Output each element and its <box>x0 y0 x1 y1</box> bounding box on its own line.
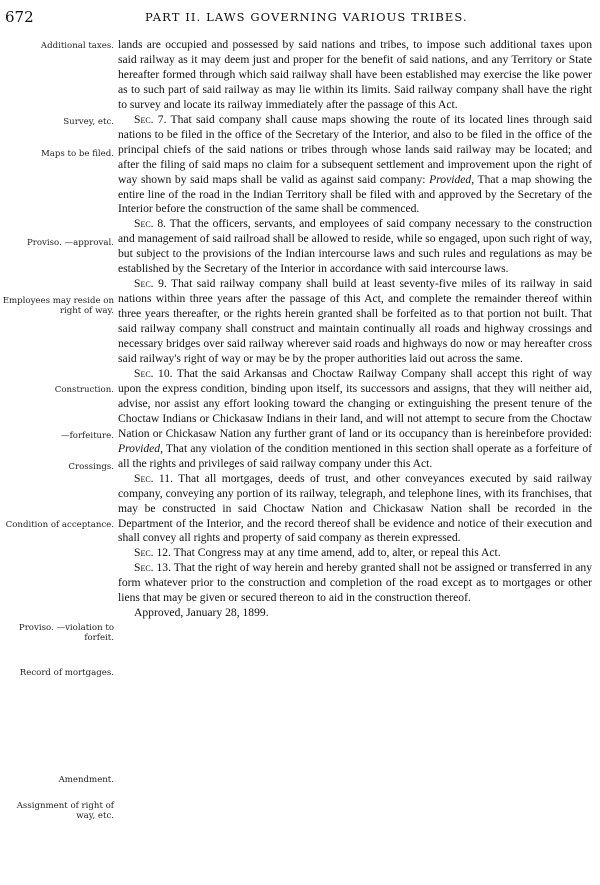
paragraph-text: That any violation of the condition mentioned in this section shall operate as a forfeiture of all the rights and privileges of said railway company under this Act. <box>118 441 592 470</box>
paragraph-text: That the right of way herein and hereby granted shall not be assigned or transferred in any form whatever prior to the construction and completion of the road except as to mortgages or other liens that may be given or secured thereon to aid in the construction thereof. <box>118 561 593 605</box>
margin-note: Employees may reside on right of way. <box>2 296 114 316</box>
margin-note: Proviso. —approval. <box>26 238 114 248</box>
margin-note: Amendment. <box>58 775 114 785</box>
margin-note: Construction. <box>54 385 114 395</box>
paragraph-text: That all mortgages, deeds of trust, and other conveyances executed by said railway company, conveying any portion of its railway, telegraph, and telephone lines, with its franchises, that may be constructed in said Choctaw Nation and Chickasaw Nation shall be recorded in the Department of the Interior, and the record thereof shall be evidence and notice of their execution and shall convey all rights and property of said company as therein expressed. <box>118 471 593 545</box>
section-8 <box>118 217 592 277</box>
proviso-italic: Provided, <box>118 441 163 455</box>
section-label: Sec. 9. <box>134 277 167 291</box>
paragraph-text: lands are occupied and possessed by said nations and tribes, to impose such additional taxes upon said railway as it may deem just and proper for the benefit of said nations, and any Territory or State hereafter formed through which said railway shall have been established may exercise the like power as to such part of said railway as may lie within its limits. Said railway company shall have the right to survey and locate its railway immediately after the passage of this Act. <box>118 38 592 111</box>
section-10 <box>118 367 592 472</box>
approval-date: Approved, January 28, 1899. <box>134 606 269 620</box>
statute-text <box>118 38 592 621</box>
paragraph-text: That a map showing the entire line of the road in the Indian Territory shall be filed with and approved by the Secretary of the Interior before the construction of the same shall be commenced. <box>118 172 592 216</box>
running-head: PART II. LAWS GOVERNING VARIOUS TRIBES. <box>145 10 468 24</box>
margin-note: Additional taxes. <box>40 41 114 51</box>
page-header <box>0 6 600 26</box>
margin-note: Maps to be filed. <box>40 149 114 159</box>
section-label: Sec. 8. <box>134 217 167 231</box>
section-7 <box>118 113 592 218</box>
section-label: Sec. 10. <box>134 366 173 380</box>
paragraph-text: That Congress may at any time amend, add to, alter, or repeal this Act. <box>170 546 501 560</box>
paragraph-text: That the said Arkansas and Choctaw Railway Company shall accept this right of way upon the express condition, binding upon itself, its successors and assigns, that they will neither aid, advise, nor assist any effort looking toward the changing or extinguishing the present tenure of the Choctaw Indians or Chickasaw Indians in their land, and will not attempt to secure from the Choctaw Nation or Chickasaw Nation any further grant of land or its occupancy than is hereinbefore provided: <box>118 366 592 440</box>
margin-note: Record of mortgages. <box>19 668 114 678</box>
section-label: Sec. 7. <box>134 112 167 126</box>
page-number: 672 <box>5 8 34 26</box>
margin-note: Survey, etc. <box>63 117 114 127</box>
proviso-italic: Provided, <box>429 172 475 186</box>
margin-note: Crossings. <box>68 462 114 472</box>
section-13 <box>118 561 592 606</box>
section-label: Sec. 13. <box>134 561 171 575</box>
paragraph-text: That the officers, servants, and employees of said company necessary to the construction and management of said railroad shall be allowed to reside, while so engaged, upon such right of way, but subject to the provisions of the Indian intercourse laws and such rules and regulations as may be established by the Secretary of the Interior in accordance with said intercourse laws. <box>118 217 592 276</box>
margin-note: Assignment of right of way, etc. <box>16 801 114 821</box>
section-12 <box>118 546 592 561</box>
paragraph-text: That said company shall cause maps showing the route of its located lines through said nations to be filed in the office of the Secretary of the Interior, and also to be filed in the office of the principal chiefs of the said nations or tribes through whose lands said railway may be located; and after the filing of said maps no claim for a subsequent settlement and improvement upon the right of way shown by said maps shall be valid as against said company: <box>118 112 592 186</box>
margin-note: —forfeiture. <box>61 431 114 441</box>
section-9 <box>118 277 592 367</box>
section-label: Sec. 11. <box>134 471 173 485</box>
paragraph-text: That said railway company shall build at least seventy-five miles of its railway in said nations within three years after the passage of this Act, and complete the remainder thereof within three years thereafter, or the rights herein granted shall be forfeited as to that portion not built. That said railway company shall construct and maintain continually all roads and highway crossings and necessary bridges over said railway wherever said roads and highways do now or may hereafter cross said railway's right of way or may be by the proper authorities laid out across the same. <box>118 277 592 366</box>
margin-note: Proviso. —violation to forfeit. <box>18 623 114 643</box>
margin-note: Condition of acceptance. <box>5 520 114 530</box>
section-label: Sec. 12. <box>134 546 171 560</box>
section-11 <box>118 472 592 547</box>
paragraph <box>118 38 592 113</box>
